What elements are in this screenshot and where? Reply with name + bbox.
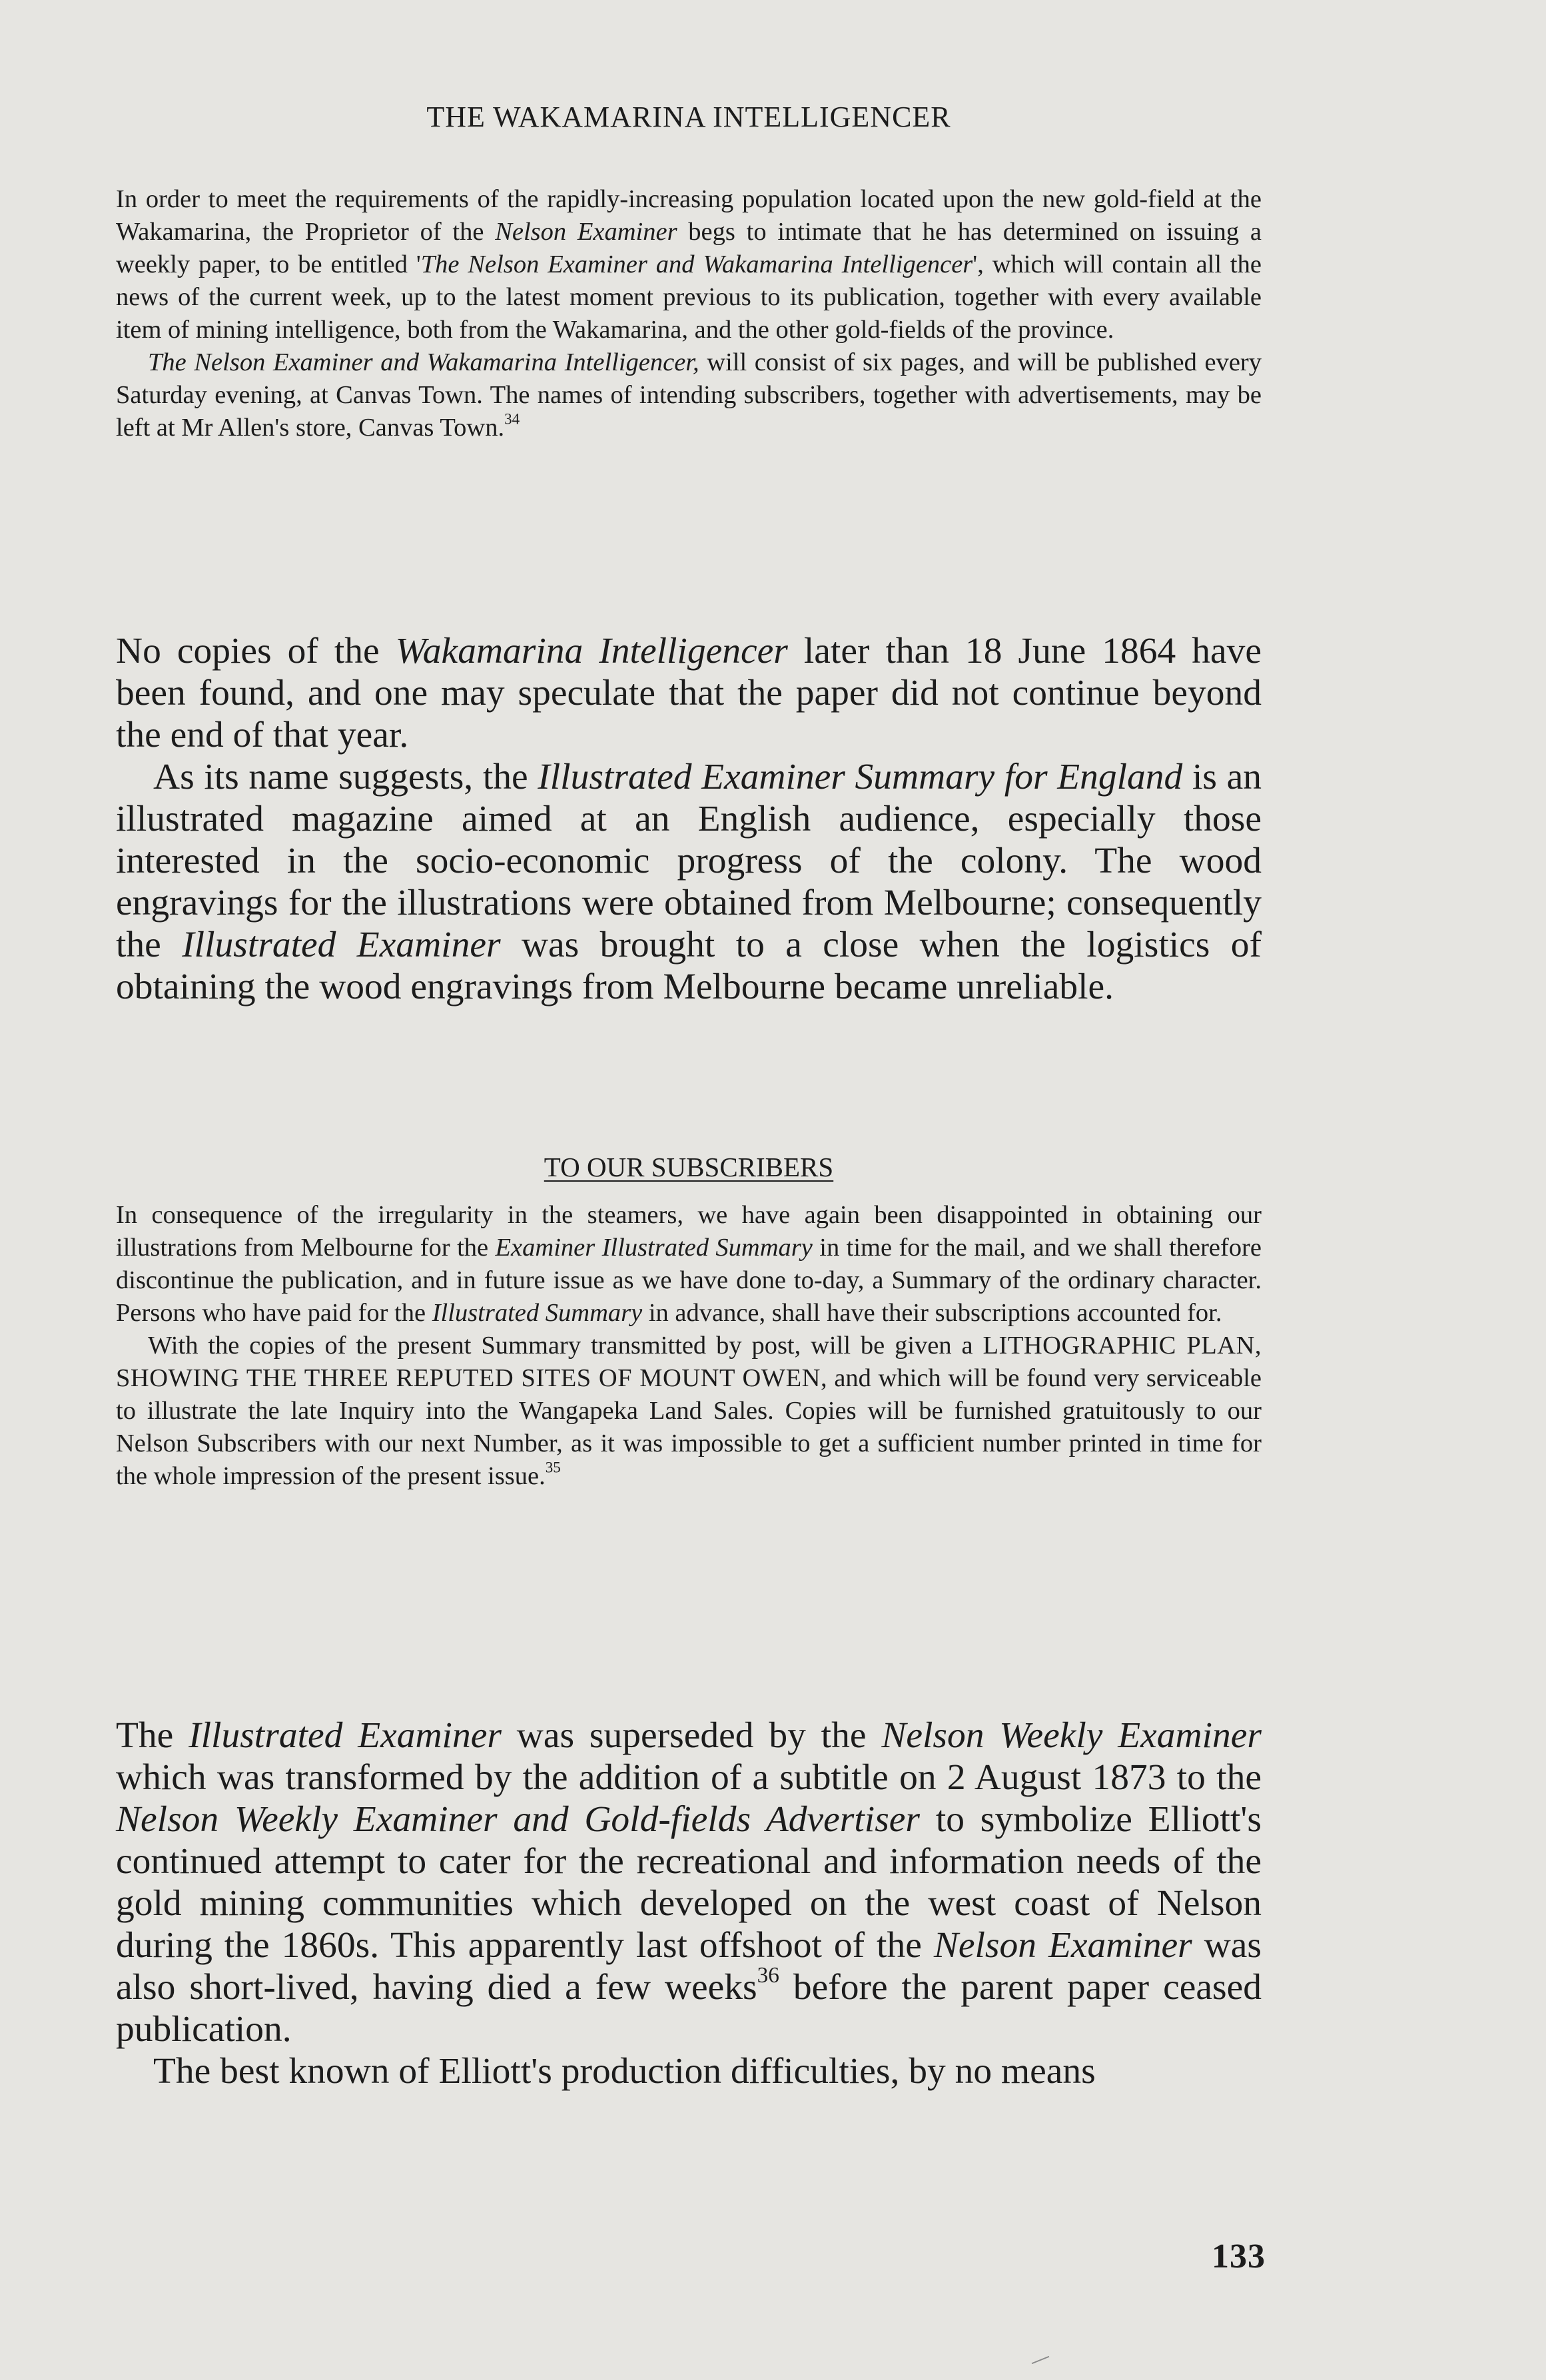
text-run: in advance, shall have their subscriptions accounted for.	[642, 1299, 1222, 1327]
italic-text: Illustrated Examiner Summary for England	[538, 757, 1183, 797]
italic-text: Illustrated Summary	[432, 1299, 643, 1327]
text-run: In order to meet the requirements of the rapidly-increasing population located upon the new gold-field at the Wakamarina, the Proprietor of the	[116, 185, 1262, 246]
text-run: The	[116, 1715, 189, 1756]
body-paragraph	[116, 630, 1262, 756]
quote-paragraph	[116, 1199, 1262, 1330]
text-run: will consist of six pages, and will be published every Saturday evening, at Canvas Town. The names of intending subscribers, together with advertisements, may be left at Mr Allen's store, Canvas Town.	[116, 348, 1262, 442]
text-run: later than 18 June 1864 have been found, and one may speculate that the paper did not continue beyond the end of that year.	[116, 631, 1262, 755]
footnote-ref: 34	[504, 410, 520, 428]
text-run: was also short-lived, having died a few weeks	[116, 1925, 1262, 2008]
text-run: The best known of Elliott's production difficulties, by no means	[153, 2051, 1096, 2092]
text-run: before the parent paper ceased publication.	[116, 1967, 1262, 2050]
body-paragraph	[116, 1715, 1262, 2050]
italic-text: The Nelson Examiner and Wakamarina Intelligencer,	[148, 348, 699, 376]
subscribers-notice	[116, 1199, 1262, 1493]
caps-text: LITHOGRAPHIC PLAN, SHOWING THE THREE REPUTED SITES OF MOUNT OWEN	[116, 1332, 1262, 1392]
section-subhead	[116, 1150, 1262, 1184]
body-paragraph	[116, 2050, 1262, 2092]
text-run: As its name suggests, the	[153, 757, 538, 797]
italic-text: Wakamarina Intelligencer	[395, 631, 788, 671]
italic-text: Illustrated Examiner	[182, 925, 501, 965]
text-run: With the copies of the present Summary transmitted by post, will be given a	[148, 1332, 983, 1360]
body-paragraph	[116, 756, 1262, 1008]
italic-text: Nelson Examiner	[933, 1925, 1192, 1966]
footnote-ref: 35	[545, 1458, 561, 1476]
text-run: begs to intimate that he has determined on issuing a weekly paper, to be entitled '	[116, 218, 1262, 278]
text-run: was brought to a close when the logistics of obtaining the wood engravings from Melbourne became unreliable.	[116, 925, 1262, 1007]
text-run: , and which will be found very serviceable to illustrate the late Inquiry into the Wangapeka Land Sales. Copies will be furnished gratuitously to our Nelson Subscribers with our next Number, as it was impossible to get a sufficient number printed in time for the whole impression of the present issue.	[116, 1364, 1262, 1490]
italic-text: Examiner Illustrated Summary	[495, 1234, 813, 1262]
italic-text: Illustrated Examiner	[189, 1715, 502, 1756]
text-run: ', which will contain all the news of the current week, up to the latest moment previous to its publication, together with every available item of mining intelligence, both from the Wakamarina, and the other gold-fields of the province.	[116, 250, 1262, 344]
italic-text: Nelson Examiner	[495, 218, 677, 246]
text-run: to symbolize Elliott's continued attempt to cater for the recreational and information needs of the gold mining communities which developed on the west coast of Nelson during the 1860s. This apparently last offshoot of the	[116, 1799, 1262, 1966]
text-run: is an illustrated magazine aimed at an English audience, especially those interested in the socio-economic progress of the colony. The wood engravings for the illustrations were obtained from Melbourne; consequently the	[116, 757, 1262, 965]
subhead-text: TO OUR SUBSCRIBERS	[544, 1152, 834, 1182]
text-run: was superseded by the	[501, 1715, 882, 1756]
pencil-mark	[1032, 2356, 1050, 2364]
body-text	[116, 1715, 1262, 2092]
italic-text: The Nelson Examiner and Wakamarina Intelligencer	[420, 250, 973, 278]
page-number: 133	[1212, 2237, 1266, 2275]
text-run: which was transformed by the addition of a subtitle on 2 August 1873 to the	[116, 1757, 1262, 1798]
quote-paragraph	[116, 346, 1262, 444]
text-run: No copies of the	[116, 631, 396, 671]
running-title: THE WAKAMARINA INTELLIGENCER	[426, 101, 951, 133]
text-run: In consequence of the irregularity in the steamers, we have again been disappointed in obtaining our illustrations from Melbourne for the	[116, 1201, 1262, 1262]
italic-text: Nelson Weekly Examiner and Gold-fields Advertiser	[116, 1799, 921, 1840]
italic-text: Nelson Weekly Examiner	[881, 1715, 1262, 1756]
text-run: in time for the mail, and we shall therefore discontinue the publication, and in future issue as we have done to-day, a Summary of the ordinary character. Persons who have paid for the	[116, 1234, 1262, 1327]
advertisement-quote	[116, 183, 1262, 444]
body-text	[116, 630, 1262, 1008]
quote-paragraph	[116, 183, 1262, 346]
quote-paragraph	[116, 1330, 1262, 1493]
footnote-ref: 36	[757, 1963, 779, 1988]
